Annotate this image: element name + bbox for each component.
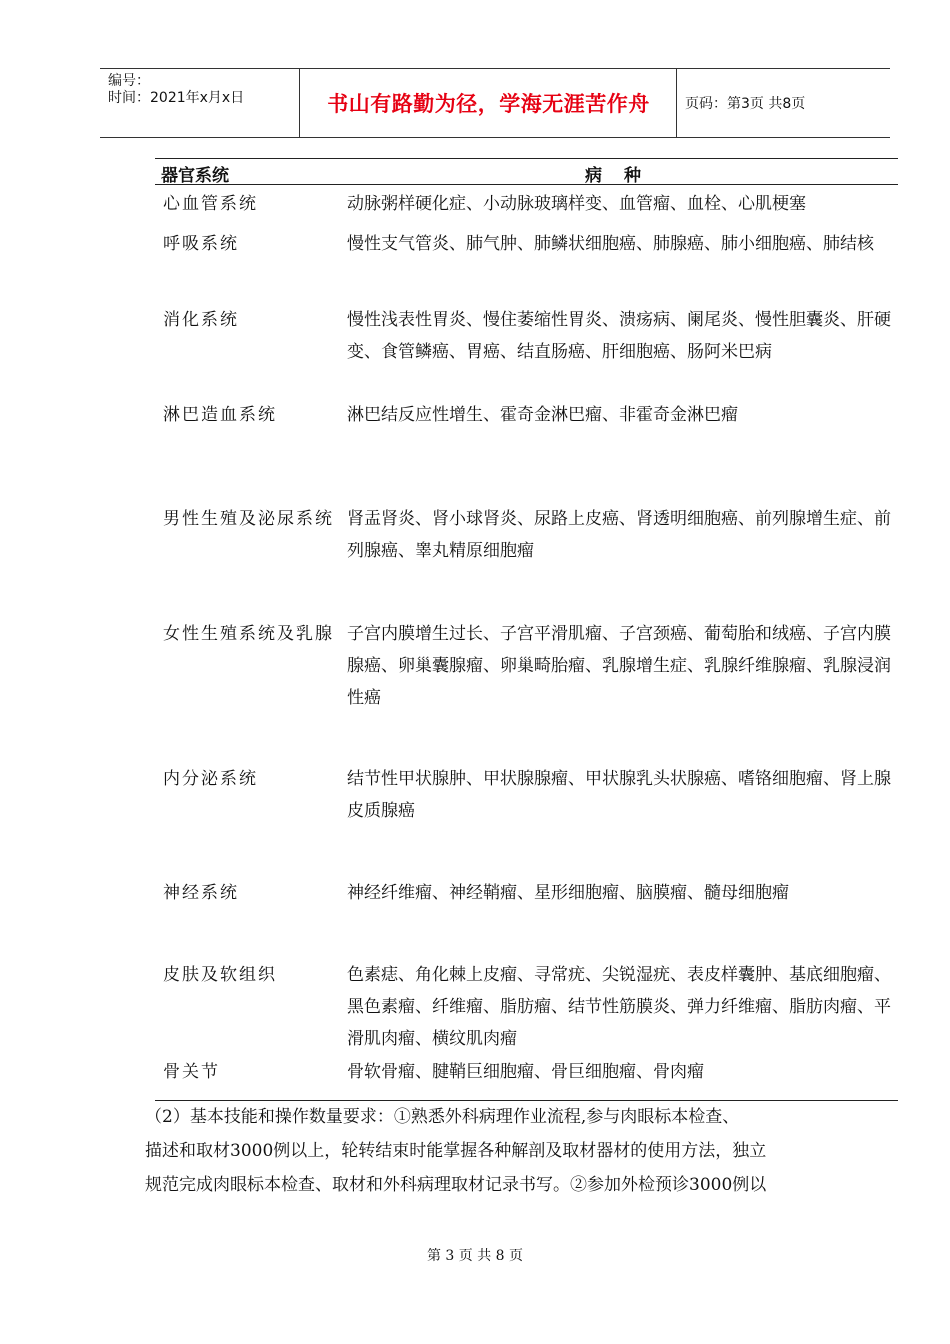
column-header-organ: 器官系统 xyxy=(161,166,229,186)
header-page-indicator: 页码：第3页 共8页 xyxy=(685,96,806,112)
row-disease: 神经纤维瘤、神经鞘瘤、星形细胞瘤、脑膜瘤、髓母细胞瘤 xyxy=(347,883,789,903)
row-organ: 男性生殖及泌尿系统 xyxy=(163,509,334,529)
row-disease: 子宫内膜增生过长、子宫平滑肌瘤、子宫颈癌、葡萄胎和绒癌、子宫内膜腺癌、卵巢囊腺瘤、卵巢畸胎瘤、乳腺增生症、乳腺纤维腺瘤、乳腺浸润性癌 xyxy=(347,624,891,708)
row-organ: 淋巴造血系统 xyxy=(163,405,277,425)
row-disease: 淋巴结反应性增生、霍奇金淋巴瘤、非霍奇金淋巴瘤 xyxy=(347,405,738,425)
row-organ: 神经系统 xyxy=(163,883,239,903)
column-header-disease: 病种 xyxy=(585,166,663,186)
paragraph-line: 描述和取材3000例以上，轮转结束时能掌握各种解剖及取材器材的使用方法，独立 xyxy=(145,1141,767,1161)
skills-paragraph xyxy=(145,1100,865,1202)
header-slogan: 书山有路勤为径，学海无涯苦作舟 xyxy=(301,69,677,137)
row-organ: 呼吸系统 xyxy=(163,234,239,254)
page-footer: 第 3 页 共 8 页 xyxy=(426,1248,524,1264)
row-disease: 结节性甲状腺肿、甲状腺腺瘤、甲状腺乳头状腺癌、嗜铬细胞瘤、肾上腺皮质腺癌 xyxy=(347,769,891,821)
header-meta xyxy=(100,69,300,137)
row-disease: 慢性浅表性胃炎、慢住萎缩性胃炎、溃疡病、阑尾炎、慢性胆囊炎、肝硬变、食管鳞癌、胃癌、结直肠癌、肝细胞癌、肠阿米巴病 xyxy=(347,310,891,362)
row-disease: 肾盂肾炎、肾小球肾炎、尿路上皮癌、肾透明细胞癌、前列腺增生症、前列腺癌、睾丸精原细胞瘤 xyxy=(347,509,891,561)
row-organ: 皮肤及软组织 xyxy=(163,965,277,985)
row-organ: 心血管系统 xyxy=(163,194,258,214)
table-header-rule xyxy=(155,184,898,185)
row-organ: 消化系统 xyxy=(163,310,239,330)
row-disease: 慢性支气管炎、肺气肿、肺鳞状细胞癌、肺腺癌、肺小细胞癌、肺结核 xyxy=(347,234,874,254)
document-time-label: 时间：2021年x月x日 xyxy=(108,90,245,106)
paragraph-line: （2）基本技能和操作数量要求：①熟悉外科病理作业流程,参与肉眼标本检查、 xyxy=(145,1107,740,1127)
page-header xyxy=(100,68,890,138)
table-top-rule xyxy=(155,158,898,159)
row-disease: 色素痣、角化棘上皮瘤、寻常疣、尖锐湿疣、表皮样囊肿、基底细胞瘤、黑色素瘤、纤维瘤、脂肪瘤、结节性筋膜炎、弹力纤维瘤、脂肪肉瘤、平滑肌肉瘤、横纹肌肉瘤 xyxy=(347,965,891,1049)
document-number-label: 编号： xyxy=(108,73,150,89)
row-disease: 骨软骨瘤、腱鞘巨细胞瘤、骨巨细胞瘤、骨肉瘤 xyxy=(347,1062,704,1082)
row-disease: 动脉粥样硬化症、小动脉玻璃样变、血管瘤、血栓、心肌梗塞 xyxy=(347,194,806,214)
row-organ: 骨关节 xyxy=(163,1062,220,1082)
row-organ: 女性生殖系统及乳腺 xyxy=(163,624,334,644)
row-organ: 内分泌系统 xyxy=(163,769,258,789)
paragraph-line: 规范完成肉眼标本检查、取材和外科病理取材记录书写。②参加外检预诊3000例以 xyxy=(145,1175,767,1195)
